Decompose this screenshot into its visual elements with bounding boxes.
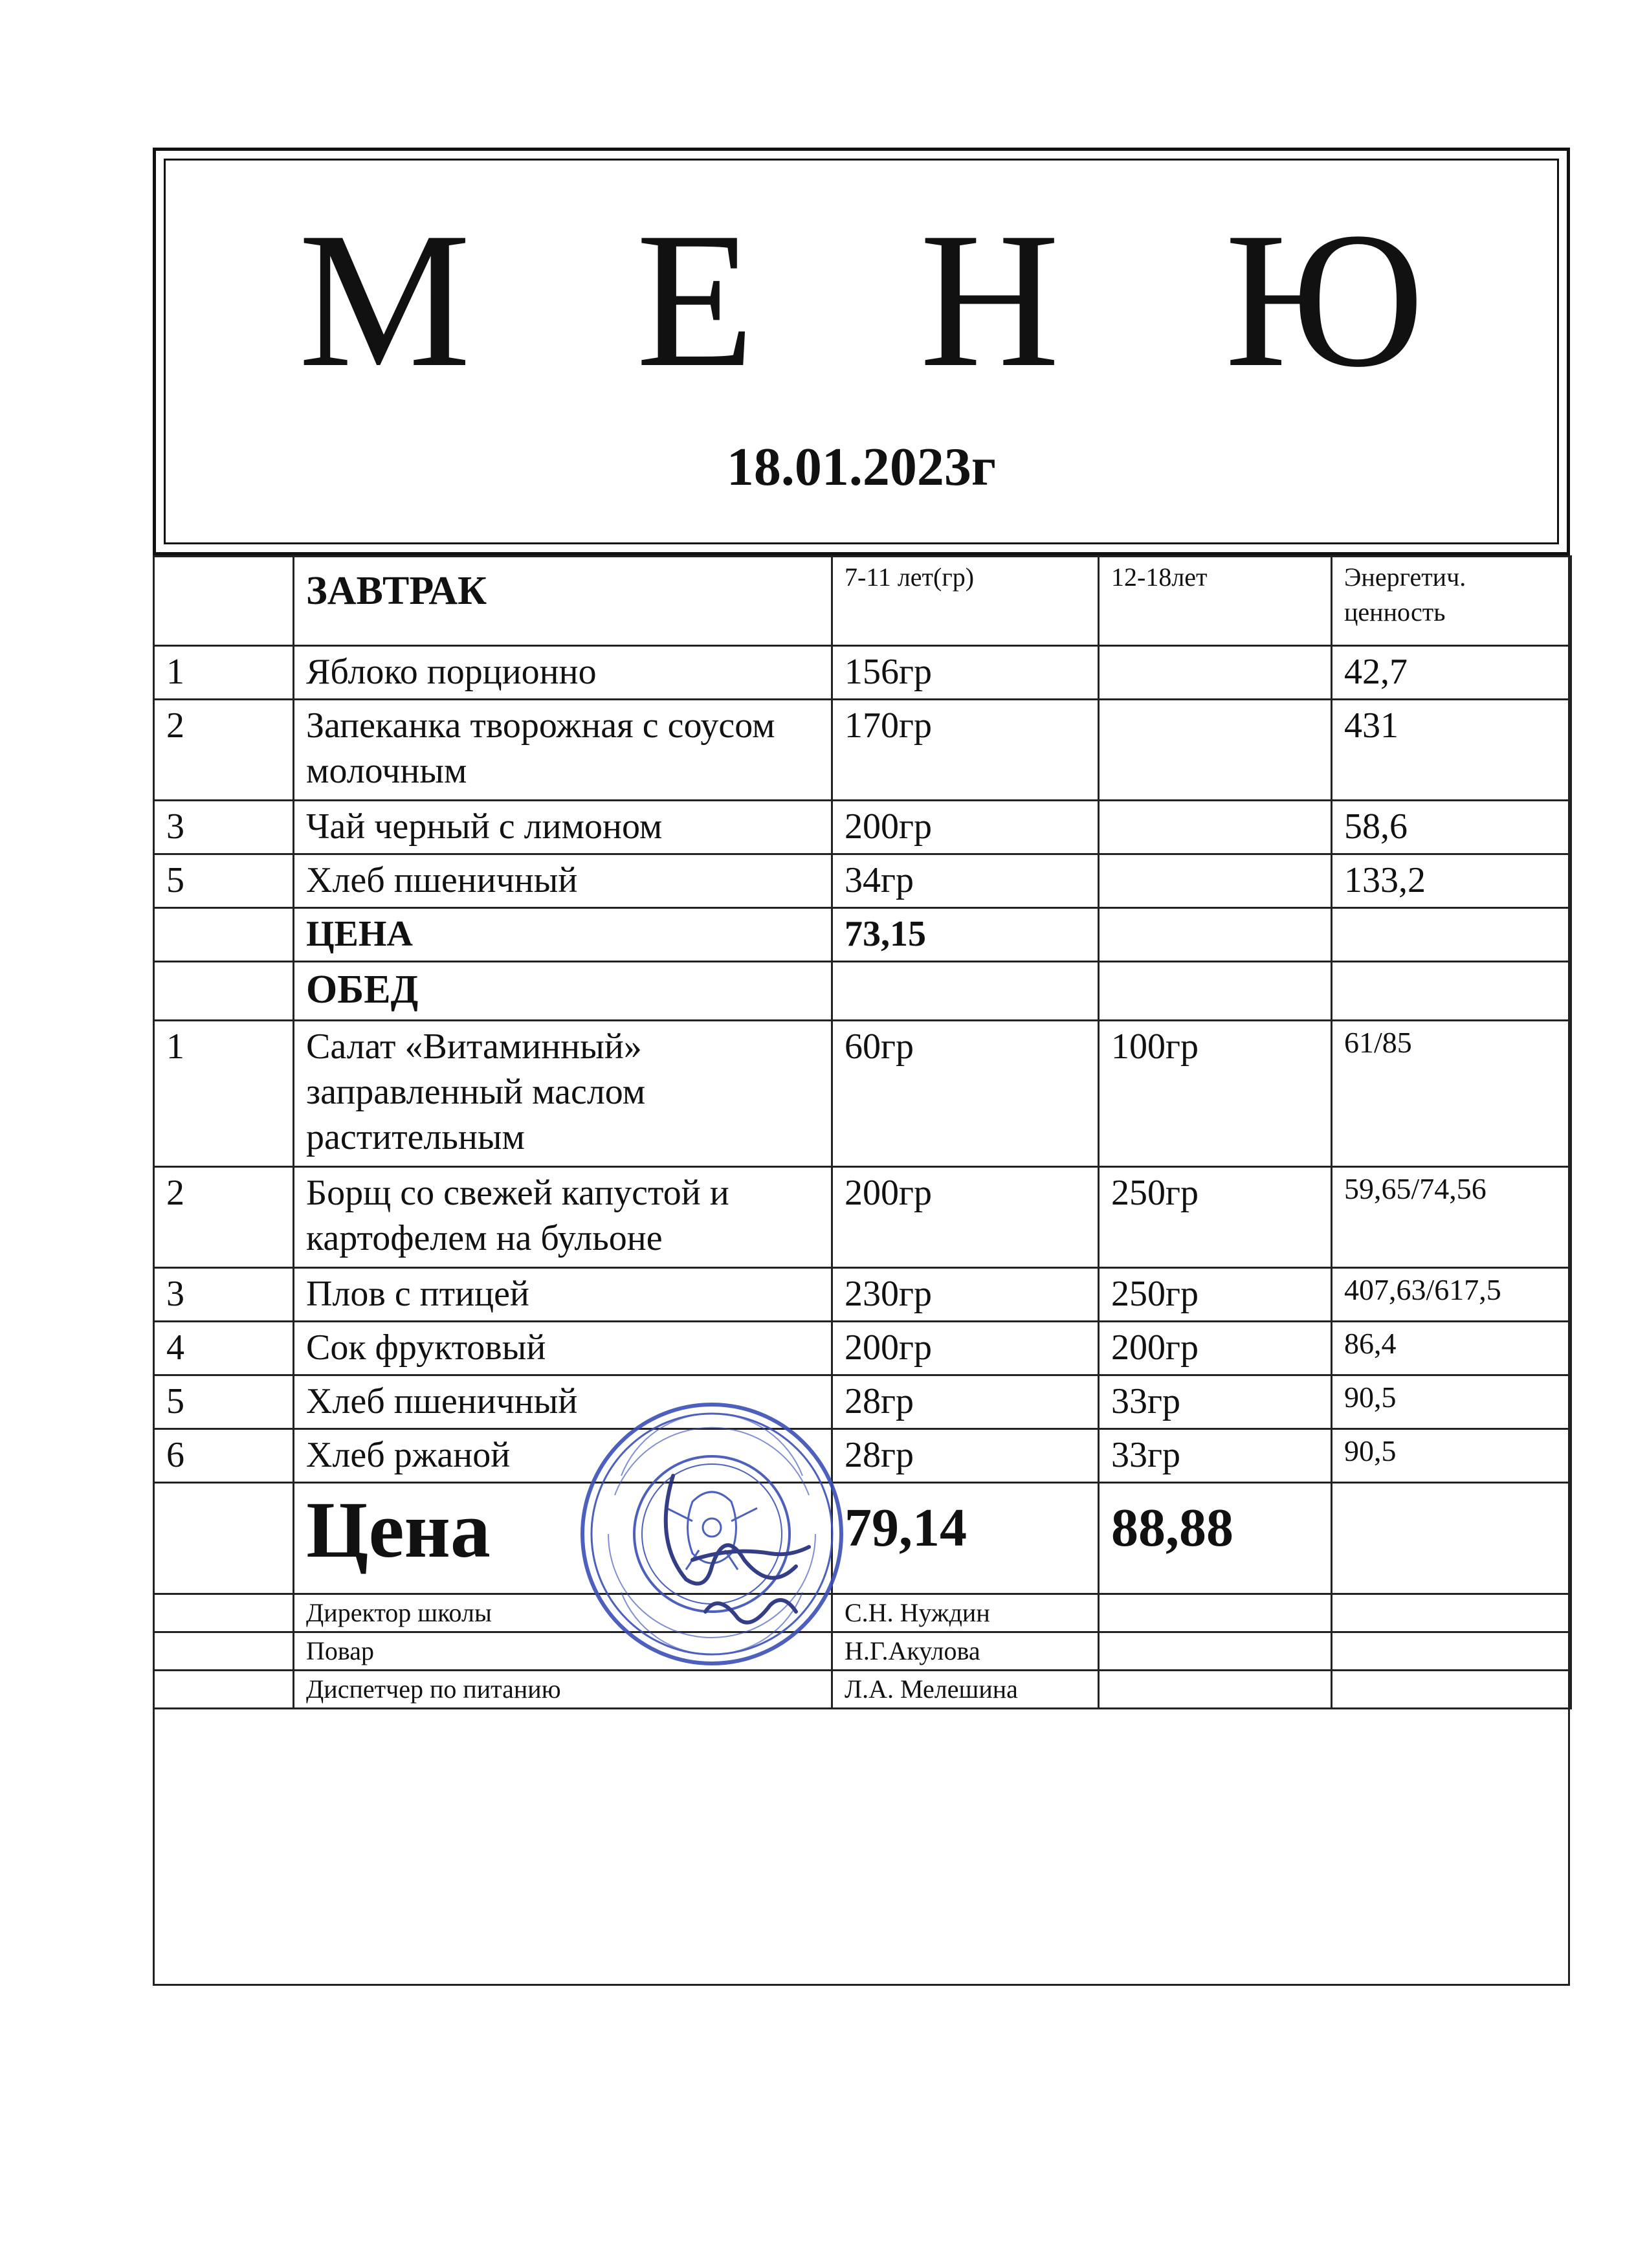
table-row: [154, 854, 1571, 908]
dish-name: Чай черный с лимоном: [294, 801, 832, 854]
dish-name: Сок фруктовый: [294, 1321, 832, 1375]
empty-cell: [1099, 1594, 1332, 1632]
empty-cell: [1332, 908, 1571, 962]
table-row: [154, 1020, 1571, 1166]
row-number: 4: [154, 1321, 294, 1375]
empty-cell: [154, 908, 294, 962]
portion-7-11: 60гр: [832, 1020, 1099, 1166]
dish-name: Хлеб пшеничный: [294, 854, 832, 908]
empty-cell: [1332, 1670, 1571, 1708]
signature-role: Повар: [294, 1632, 832, 1670]
row-number: 3: [154, 801, 294, 854]
empty-cell: [154, 962, 294, 1021]
portion-7-11: 200гр: [832, 1166, 1099, 1267]
dish-name: Плов с птицей: [294, 1267, 832, 1321]
table-row: [154, 1321, 1571, 1375]
row-number: 2: [154, 1166, 294, 1267]
empty-cell: [154, 1670, 294, 1708]
portion-12-18: 250гр: [1099, 1166, 1332, 1267]
row-number: 2: [154, 700, 294, 801]
energy-value: 90,5: [1332, 1429, 1571, 1482]
portion-12-18: 33гр: [1099, 1375, 1332, 1429]
signature-name: С.Н. Нуждин: [832, 1594, 1099, 1632]
energy-value: 59,65/74,56: [1332, 1166, 1571, 1267]
breakfast-price-row: [154, 908, 1571, 962]
portion-12-18: 33гр: [1099, 1429, 1332, 1482]
dish-name: Хлеб ржаной: [294, 1429, 832, 1482]
page-title: М Е Н Ю: [298, 192, 1483, 407]
energy-value: 61/85: [1332, 1020, 1571, 1166]
title-box: [153, 148, 1570, 555]
row-number: 5: [154, 854, 294, 908]
column-header-12-18: 12-18лет: [1099, 557, 1332, 646]
breakfast-price-value: 73,15: [832, 908, 1099, 962]
portion-7-11: 34гр: [832, 854, 1099, 908]
lunch-price-row: [154, 1482, 1571, 1594]
empty-cell: [1332, 1632, 1571, 1670]
signature-name: Н.Г.Акулова: [832, 1632, 1099, 1670]
energy-value: 133,2: [1332, 854, 1571, 908]
portion-12-18: [1099, 646, 1332, 700]
lunch-price-label: Цена: [294, 1482, 832, 1594]
empty-cell: [154, 1632, 294, 1670]
portion-7-11: 200гр: [832, 801, 1099, 854]
table-row: [154, 1166, 1571, 1267]
dish-name: Запеканка творожная с соусом молочным: [294, 700, 832, 801]
portion-12-18: [1099, 854, 1332, 908]
empty-cell: [154, 1594, 294, 1632]
table-row: [154, 646, 1571, 700]
lunch-header-row: [154, 962, 1571, 1021]
table-row: [154, 700, 1571, 801]
row-number: 1: [154, 646, 294, 700]
lunch-header: ОБЕД: [294, 962, 832, 1021]
empty-cell: [1332, 1594, 1571, 1632]
portion-7-11: 200гр: [832, 1321, 1099, 1375]
signature-name: Л.А. Мелешина: [832, 1670, 1099, 1708]
signature-row: [154, 1594, 1571, 1632]
energy-value: 58,6: [1332, 801, 1571, 854]
portion-12-18: 100гр: [1099, 1020, 1332, 1166]
energy-value: 431: [1332, 700, 1571, 801]
table-header-row: [154, 557, 1571, 646]
menu-date: 18.01.2023г: [726, 437, 997, 497]
portion-7-11: 156гр: [832, 646, 1099, 700]
signature-role: Диспетчер по питанию: [294, 1670, 832, 1708]
breakfast-price-label: ЦЕНА: [294, 908, 832, 962]
empty-cell: [1099, 1632, 1332, 1670]
row-number: 6: [154, 1429, 294, 1482]
column-header-energy: Энергетич. ценность: [1332, 557, 1571, 646]
empty-cell: [1099, 1670, 1332, 1708]
empty-cell: [1332, 1482, 1571, 1594]
signature-role: Директор школы: [294, 1594, 832, 1632]
portion-7-11: 230гр: [832, 1267, 1099, 1321]
lunch-price-12-18: 88,88: [1099, 1482, 1332, 1594]
portion-12-18: [1099, 801, 1332, 854]
breakfast-header: ЗАВТРАК: [294, 557, 832, 646]
lunch-price-7-11: 79,14: [832, 1482, 1099, 1594]
portion-7-11: 28гр: [832, 1429, 1099, 1482]
dish-name: Салат «Витаминный» заправленный маслом растительным: [294, 1020, 832, 1166]
empty-cell: [154, 1482, 294, 1594]
portion-12-18: [1099, 700, 1332, 801]
column-header-7-11: 7-11 лет(гр): [832, 557, 1099, 646]
dish-name: Яблоко порционно: [294, 646, 832, 700]
row-number: 1: [154, 1020, 294, 1166]
empty-cell: [832, 962, 1099, 1021]
row-number: 3: [154, 1267, 294, 1321]
menu-table: [153, 555, 1572, 1709]
table-row: [154, 1267, 1571, 1321]
signature-row: [154, 1632, 1571, 1670]
table-row: [154, 1375, 1571, 1429]
dish-name: Хлеб пшеничный: [294, 1375, 832, 1429]
portion-12-18: 200гр: [1099, 1321, 1332, 1375]
table-row: [154, 801, 1571, 854]
energy-value: 42,7: [1332, 646, 1571, 700]
row-number: 5: [154, 1375, 294, 1429]
energy-value: 86,4: [1332, 1321, 1571, 1375]
portion-7-11: 28гр: [832, 1375, 1099, 1429]
header-number-cell: [154, 557, 294, 646]
energy-value: 90,5: [1332, 1375, 1571, 1429]
table-row: [154, 1429, 1571, 1482]
energy-value: 407,63/617,5: [1332, 1267, 1571, 1321]
empty-cell: [1332, 962, 1571, 1021]
dish-name: Борщ со свежей капустой и картофелем на бульоне: [294, 1166, 832, 1267]
signature-row: [154, 1670, 1571, 1708]
portion-12-18: 250гр: [1099, 1267, 1332, 1321]
empty-cell: [1099, 962, 1332, 1021]
portion-7-11: 170гр: [832, 700, 1099, 801]
empty-cell: [1099, 908, 1332, 962]
